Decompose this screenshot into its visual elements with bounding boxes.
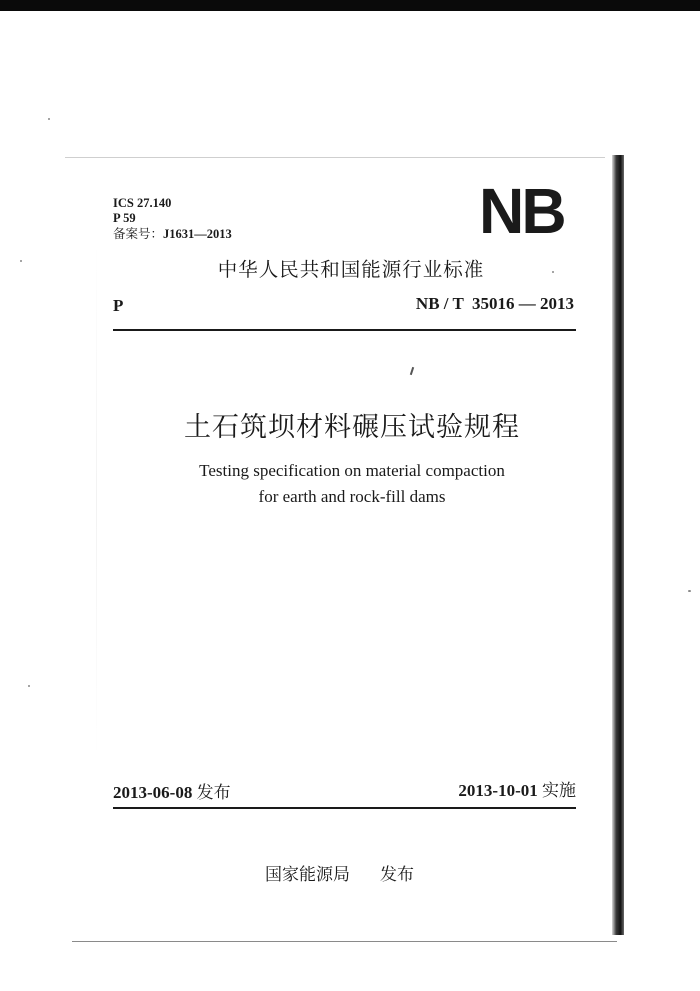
implementation-date-line — [458, 776, 576, 801]
ccs-code: P 59 — [113, 211, 136, 225]
implementation-date: 2013-10-01 — [458, 781, 538, 800]
english-title-line-1: Testing specification on material compaction — [199, 461, 505, 480]
publisher-action: 发布 — [380, 865, 414, 885]
industry-standard-heading: 中华人民共和国能源行业标准 — [217, 258, 485, 281]
document-metadata — [113, 196, 232, 242]
issue-date-line — [113, 778, 231, 803]
publisher-name: 国家能源局 — [265, 865, 350, 885]
divider-bottom — [113, 807, 576, 809]
scan-top-border — [0, 0, 700, 11]
implementation-label: 实施 — [542, 781, 576, 801]
scan-mark — [410, 367, 414, 375]
ics-code: ICS 27.140 — [113, 196, 172, 210]
classification-code: P — [113, 296, 124, 315]
page-edge-bottom — [72, 941, 617, 942]
page-edge-left — [96, 240, 97, 760]
document-title-english — [100, 458, 604, 510]
english-title-line-2: for earth and rock-fill dams — [258, 487, 446, 506]
standard-number: NB / T 35016 — 2013 — [415, 294, 574, 313]
filing-record — [113, 226, 232, 242]
scan-speck — [28, 685, 30, 687]
scan-speck — [688, 590, 691, 592]
nb-logo: NB — [479, 175, 564, 247]
filing-label: 备案号： — [113, 226, 164, 241]
issue-label: 发布 — [196, 783, 231, 803]
publisher-line — [265, 860, 414, 885]
page-edge-shadow — [612, 155, 624, 935]
page-edge-top — [65, 157, 605, 158]
divider-top — [113, 329, 576, 331]
scan-speck — [20, 260, 22, 262]
scan-speck — [48, 118, 50, 120]
document-title-chinese: 土石筑坝材料碾压试验规程 — [184, 412, 520, 443]
issue-date: 2013-06-08 — [113, 783, 193, 802]
filing-number: J1631—2013 — [163, 227, 232, 241]
